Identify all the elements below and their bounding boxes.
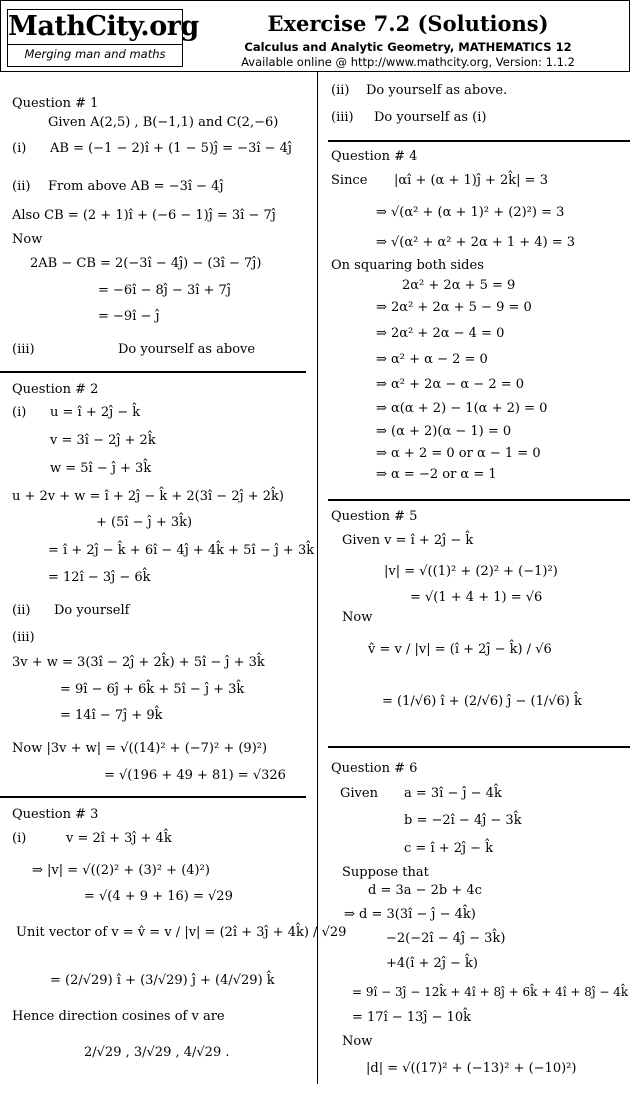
math-line: 2α² + 2α + 5 = 9 [402, 278, 516, 293]
page-header [0, 0, 630, 72]
section-divider [328, 140, 630, 142]
instruction-text: Do yourself [54, 603, 130, 618]
math-line: Also CB = (2 + 1)î + (−6 − 1)ĵ = 3î − 7ĵ [12, 208, 276, 223]
math-line: c = î + 2ĵ − k̂ [404, 841, 494, 856]
math-line: = −6î − 8ĵ − 3î + 7ĵ [98, 283, 231, 298]
question-heading: Question # 2 [12, 382, 99, 397]
math-line: From above AB = −3î − 4ĵ [48, 179, 224, 194]
math-line: ⇒ √(α² + α² + 2α + 1 + 4) = 3 [376, 235, 576, 250]
math-line: AB = (−1 − 2)î + (1 − 5)ĵ = −3î − 4ĵ [50, 141, 292, 156]
math-line: Now |3v + w| = √((14)² + (−7)² + (9)²) [12, 741, 268, 756]
instruction-text: Do yourself as (i) [374, 110, 487, 125]
section-divider [328, 499, 630, 501]
math-line: |v| = √((1)² + (2)² + (−1)²) [384, 564, 558, 579]
book-subtitle: Calculus and Analytic Geometry, MATHEMATICS 12 [244, 40, 572, 54]
math-line: a = 3î − ĵ − 4k̂ [404, 786, 502, 801]
math-line: = √(1 + 4 + 1) = √6 [410, 590, 543, 605]
section-divider [328, 746, 630, 748]
math-line: Given [340, 786, 378, 801]
math-line: ⇒ (α + 2)(α − 1) = 0 [376, 424, 512, 439]
question-heading: Question # 3 [12, 807, 99, 822]
math-line: v = 3î − 2ĵ + 2k̂ [50, 433, 156, 448]
logo-name: MathCity.org [8, 11, 199, 42]
logo-tagline: Merging man and maths [8, 44, 182, 63]
math-line: Given v = î + 2ĵ − k̂ [342, 533, 474, 548]
online-notice: Available online @ http://www.mathcity.org, Version: 1.1.2 [241, 55, 575, 69]
part-label: (i) [12, 141, 27, 156]
math-line: Given A(2,5) , B(−1,1) and C(2,−6) [48, 115, 279, 130]
section-divider [0, 371, 306, 373]
question-heading: Question # 1 [12, 96, 99, 111]
math-line: = −9î − ĵ [98, 309, 160, 324]
instruction-text: Do yourself as above. [366, 83, 508, 98]
part-label: (i) [12, 831, 27, 846]
part-label: (ii) [12, 179, 31, 194]
math-line: + (5î − ĵ + 3k̂) [96, 515, 193, 530]
instruction-text: Do yourself as above [118, 342, 256, 357]
math-line: ⇒ α = −2 or α = 1 [376, 467, 497, 482]
math-line: = (1/√6) î + (2/√6) ĵ − (1/√6) k̂ [382, 694, 582, 709]
math-line: Unit vector of v = v̂ = v / |v| = (2î + 3ĵ + 4k̂) / √29 [16, 925, 347, 940]
math-line: ⇒ 2α² + 2α − 4 = 0 [376, 326, 505, 341]
math-line: v̂ = v / |v| = (î + 2ĵ − k̂) / √6 [368, 642, 552, 657]
math-line: Suppose that [342, 865, 429, 880]
math-line: = î + 2ĵ − k̂ + 6î − 4ĵ + 4k̂ + 5î − ĵ + 3k̂ [48, 543, 315, 558]
math-line: ⇒ √(α² + (α + 1)² + (2)²) = 3 [376, 205, 565, 220]
math-line: ⇒ α² + 2α − α − 2 = 0 [376, 377, 525, 392]
math-line: ⇒ d = 3(3î − ĵ − 4k̂) [344, 907, 476, 922]
math-line: |d| = √((17)² + (−13)² + (−10)²) [366, 1061, 577, 1076]
math-line: = 12î − 3ĵ − 6k̂ [48, 570, 151, 585]
math-line: = 17î − 13ĵ − 10k̂ [352, 1010, 472, 1025]
math-line: ⇒ |v| = √((2)² + (3)² + (4)²) [32, 863, 210, 878]
question-heading: Question # 6 [331, 761, 418, 776]
math-line: 2/√29 , 3/√29 , 4/√29 . [84, 1045, 230, 1060]
part-label: (i) [12, 405, 27, 420]
part-label: (iii) [331, 110, 354, 125]
math-line: ⇒ α(α + 2) − 1(α + 2) = 0 [376, 401, 548, 416]
math-line: w = 5î − ĵ + 3k̂ [50, 461, 152, 476]
math-line: +4(î + 2ĵ − k̂) [386, 956, 478, 971]
part-label: (iii) [12, 342, 35, 357]
page-title: Exercise 7.2 (Solutions) [267, 11, 549, 36]
mathcity-logo[interactable] [7, 9, 199, 67]
section-divider [0, 796, 306, 798]
math-line: b = −2î − 4ĵ − 3k̂ [404, 813, 522, 828]
math-line: d = 3a − 2b + 4c [368, 883, 482, 898]
math-line: = √(196 + 49 + 81) = √326 [104, 768, 286, 783]
math-line: Since [331, 173, 368, 188]
part-label: (iii) [12, 630, 35, 645]
math-line: u = î + 2ĵ − k̂ [50, 405, 141, 420]
math-line: Now [342, 1034, 373, 1049]
math-line: |αî + (α + 1)ĵ + 2k̂| = 3 [394, 173, 548, 188]
question-heading: Question # 5 [331, 509, 418, 524]
math-line: ⇒ α + 2 = 0 or α − 1 = 0 [376, 446, 541, 461]
math-line: ⇒ 2α² + 2α + 5 − 9 = 0 [376, 300, 532, 315]
math-line: = 9î − 6ĵ + 6k̂ + 5î − ĵ + 3k̂ [60, 682, 245, 697]
math-line: 2AB − CB = 2(−3î − 4ĵ) − (3î − 7ĵ) [30, 256, 262, 271]
math-line: = 14î − 7ĵ + 9k̂ [60, 708, 163, 723]
math-line: Hence direction cosines of v are [12, 1009, 225, 1024]
math-line: Now [342, 610, 373, 625]
math-line: v = 2î + 3ĵ + 4k̂ [66, 831, 172, 846]
math-line: 3v + w = 3(3î − 2ĵ + 2k̂) + 5î − ĵ + 3k̂ [12, 655, 265, 670]
math-line: = 9î − 3ĵ − 12k̂ + 4î + 8ĵ + 6k̂ + 4î + 8ĵ − 4k̂ [352, 985, 629, 999]
math-line: On squaring both sides [331, 258, 484, 273]
math-line: ⇒ α² + α − 2 = 0 [376, 352, 488, 367]
math-line: Now [12, 232, 43, 247]
part-label: (ii) [12, 603, 31, 618]
math-line: = (2/√29) î + (3/√29) ĵ + (4/√29) k̂ [50, 973, 275, 988]
math-line: −2(−2î − 4ĵ − 3k̂) [386, 931, 506, 946]
math-line: = √(4 + 9 + 16) = √29 [84, 889, 233, 904]
math-line: u + 2v + w = î + 2ĵ − k̂ + 2(3î − 2ĵ + 2k̂) [12, 489, 285, 504]
question-heading: Question # 4 [331, 149, 418, 164]
part-label: (ii) [331, 83, 350, 98]
